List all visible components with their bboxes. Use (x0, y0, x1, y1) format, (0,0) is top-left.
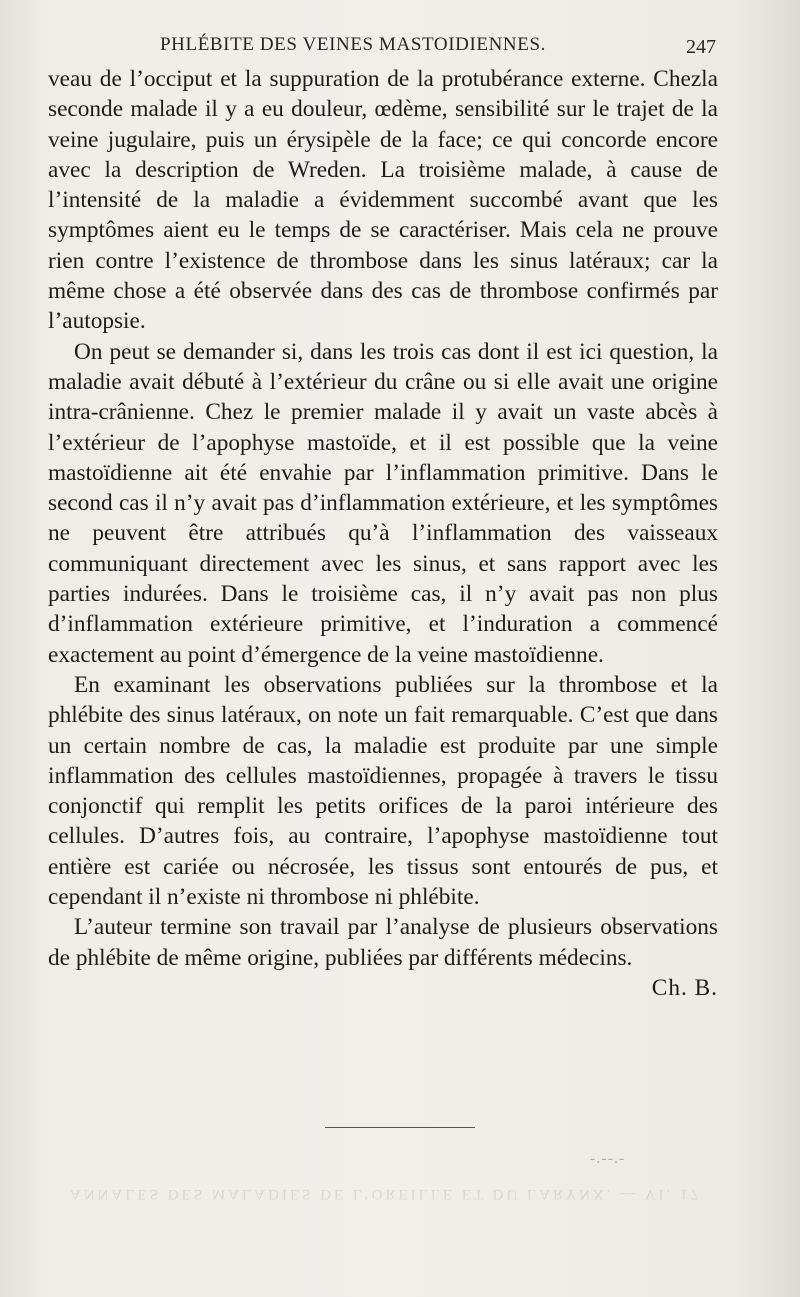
bleed-through-tail: -.--.- (590, 1150, 626, 1167)
author-signature: Ch. B. (651, 974, 718, 1001)
paragraph-4 (48, 912, 718, 1001)
paragraph-1: veau de l’occiput et la suppuration de la protubérance externe. Chezla seconde malade il y a eu douleur, œdème, sensibilité sur le trajet de la veine jugulaire, puis un érysipèle de la face; ce qui concorde encore avec la description de Wreden. La troisième malade, à cause de l’intensité de la maladie a évidemment succombé avant que les symptômes aient eu le temps de se caractériser. Mais cela ne prouve rien contre l’existence de thrombose dans les sinus latéraux; car la même chose a été observée dans des cas de thrombose confirmés par l’autopsie. (48, 66, 718, 335)
running-title: PHLÉBITE DES VEINES MASTOIDIENNES. (160, 34, 546, 55)
body-text (48, 64, 718, 1003)
paragraph-3: En examinant les observations publiées sur la thrombose et la phlébite des sinus latéraux, on note un fait remarquable. C’est que dans un certain nombre de cas, la maladie est produite par une simple inflammation des cellules mastoïdiennes, propagée à travers le tissu conjonctif qui remplit les petits orifices de la paroi intérieure des cellules. D’autres fois, au contraire, l’apophyse mastoïdienne tout entière est cariée ou nécrosée, les tissus sont entourés de pus, et cependant il n’existe ni thrombose ni phlébite. (48, 671, 718, 911)
paragraph-2: On peut se demander si, dans les trois cas dont il est ici question, la maladie avait débuté à l’extérieur du crâne ou si elle avait une origine intra-crânienne. Chez le premier malade il y avait un vaste abcès à l’extérieur de l’apophyse mastoïde, et il est possible que la veine mastoïdienne ait été envahie par l’inflammation primitive. Dans le second cas il n’y avait pas d’inflammation extérieure, et les symptômes ne peuvent être attribués qu’à l’inflammation des vaisseaux communiquant directement avec les sinus, et sans rapport avec les parties indurées. Dans le troisième cas, il n’y avait pas non plus d’inflammation extérieure primitive, et l’induration a commencé exactement au point d’émergence de la veine mastoïdienne. (48, 338, 718, 668)
paragraph-4-text: L’auteur termine son travail par l’analyse de plusieurs observations de phlébite de même origine, publiées par différents médecins. (48, 914, 718, 971)
bleed-through-footer: ANNALES DES MALADIES DE L’OREILLE ET DU LARYNX. — VI. 17 (70, 1186, 702, 1202)
footer-rule (325, 1127, 475, 1128)
page-header (48, 34, 728, 64)
page-number: 247 (686, 36, 716, 58)
